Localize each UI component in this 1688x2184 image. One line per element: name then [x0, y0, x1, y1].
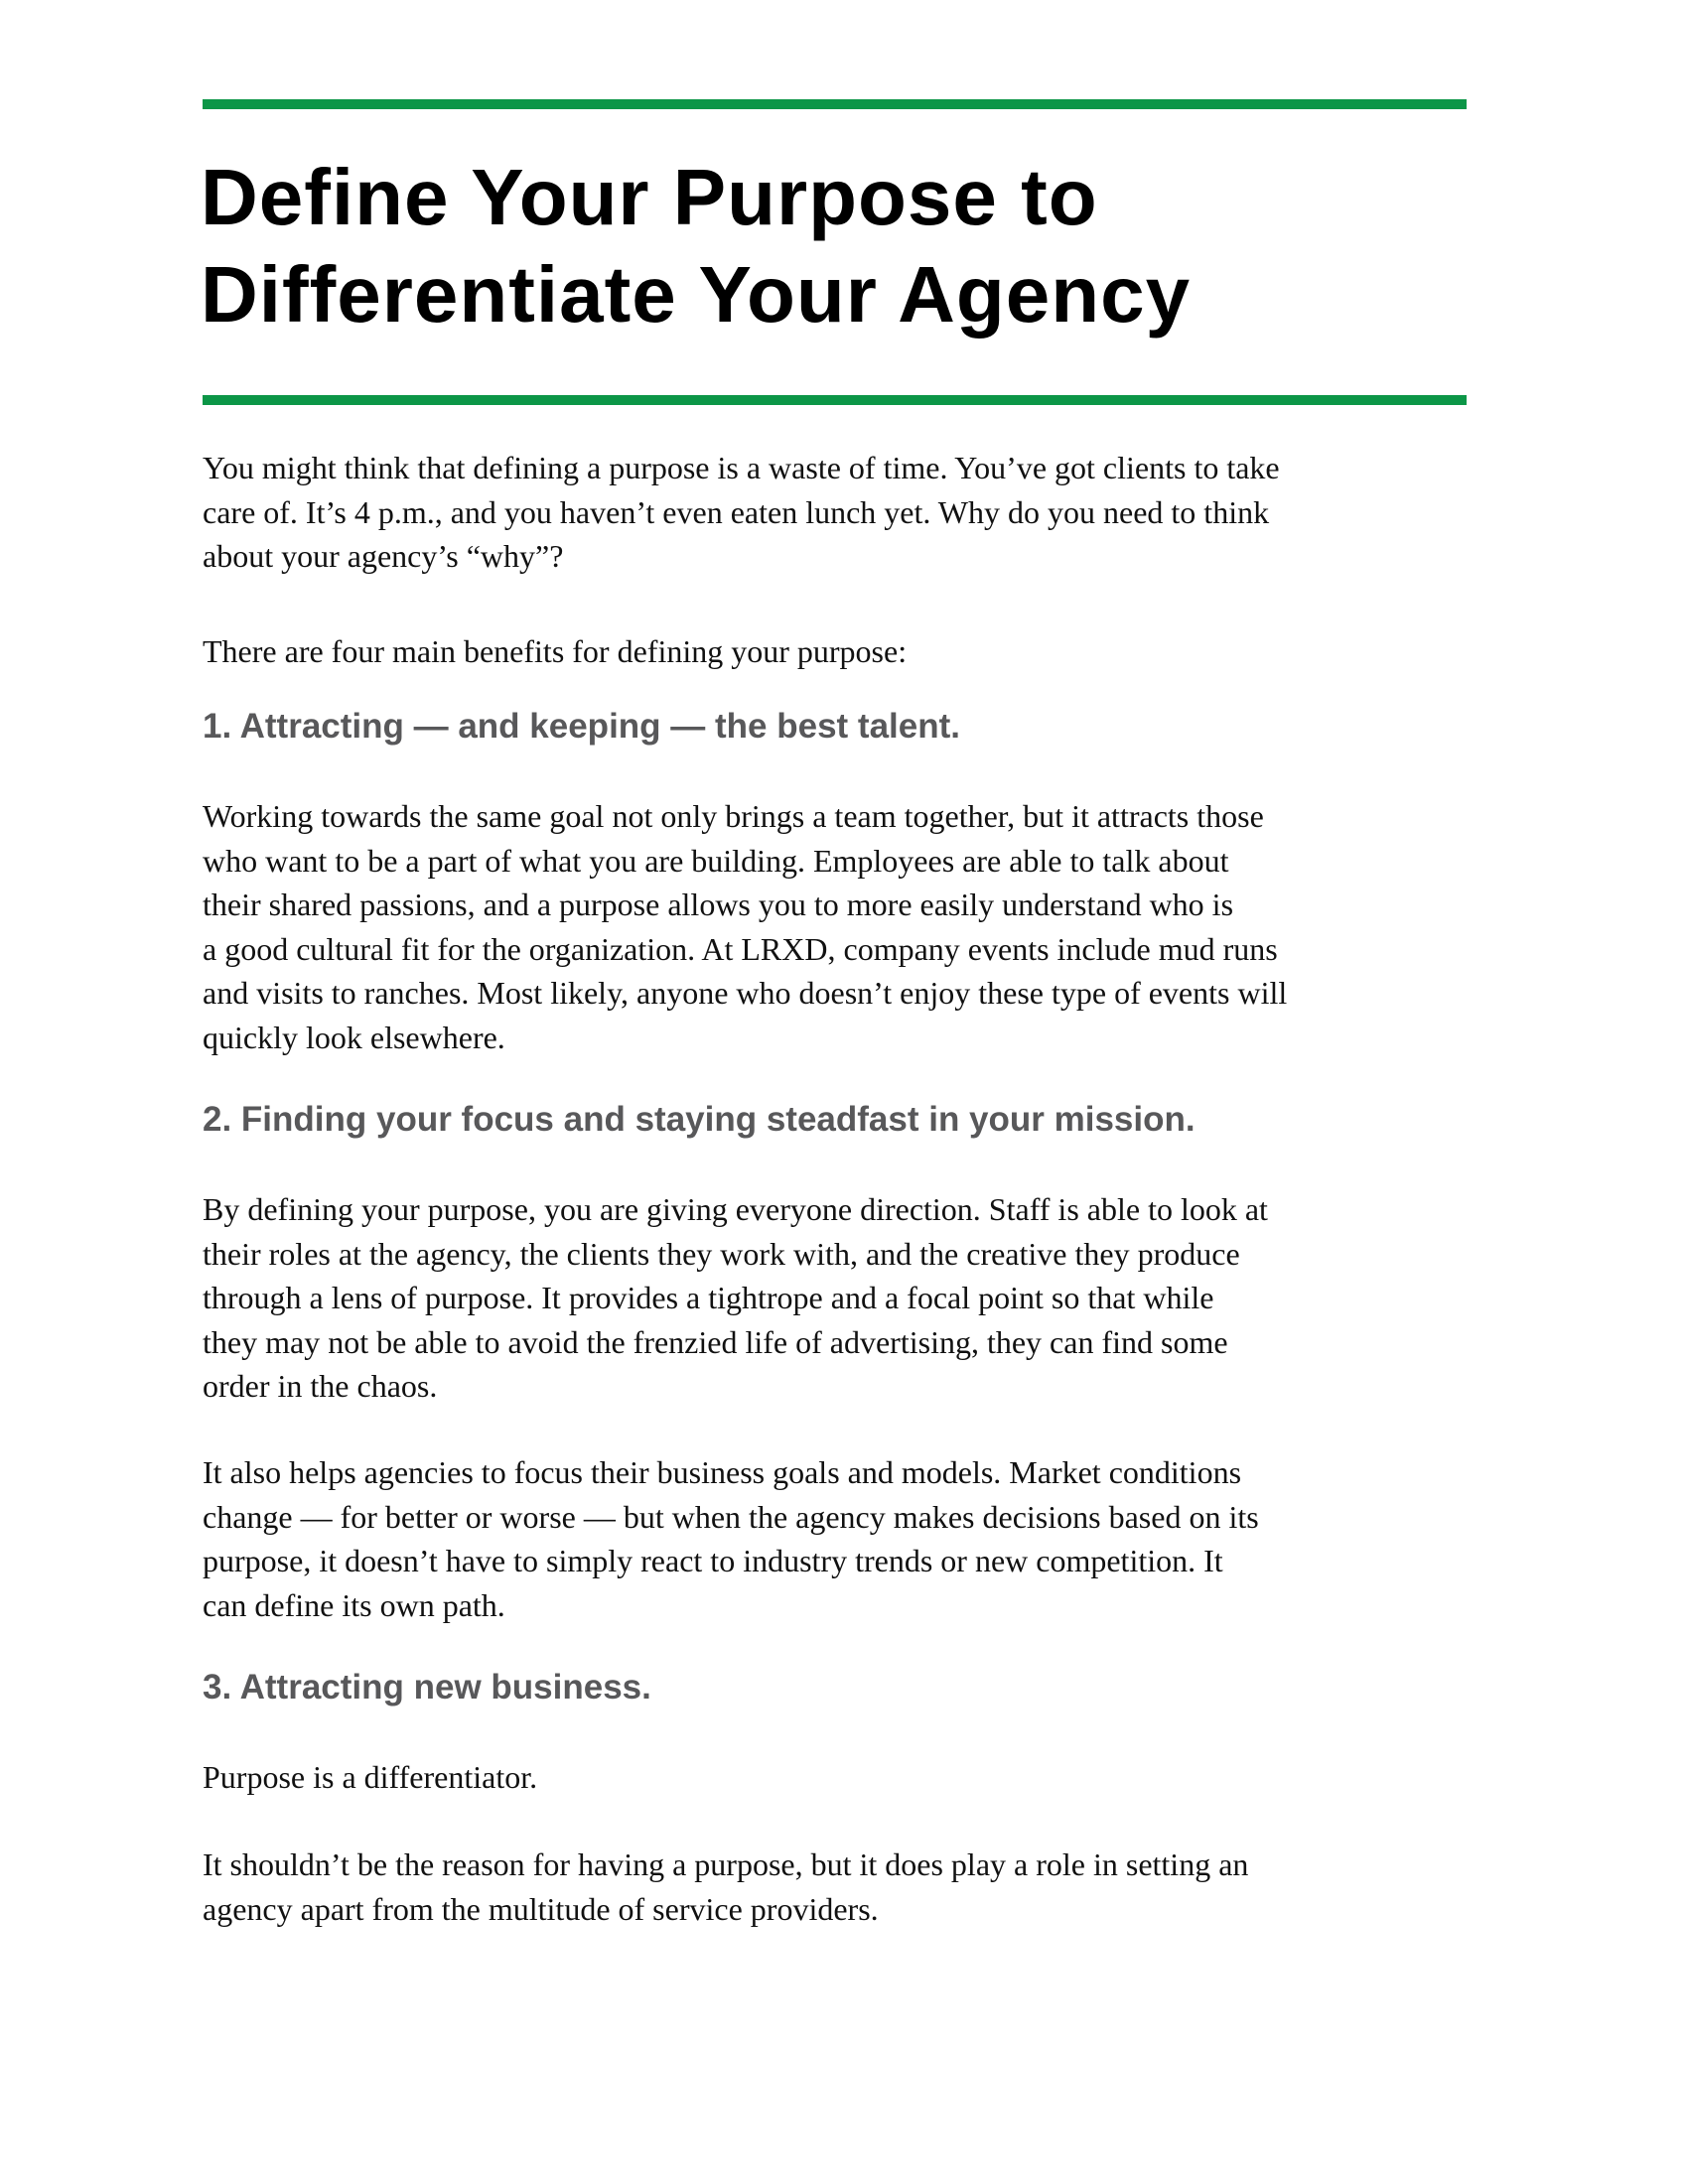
text-line: It shouldn’t be the reason for having a purpose, but it does play a role in setting an — [203, 1846, 1249, 1882]
section-heading-2: 2. Finding your focus and staying steadfast in your mission. — [203, 1100, 1196, 1139]
text-line: change — for better or worse — but when the agency makes decisions based on its — [203, 1498, 1259, 1535]
section-3-paragraph-1 — [203, 1755, 1483, 1800]
section-3-paragraph-2 — [203, 1843, 1483, 1931]
text-line: agency apart from the multitude of service providers. — [203, 1890, 879, 1927]
text-line: their shared passions, and a purpose allows you to more easily understand who is — [203, 887, 1234, 922]
text-line: their roles at the agency, the clients they work with, and the creative they produce — [203, 1235, 1240, 1272]
top-green-rule — [203, 99, 1467, 109]
section-heading-1: 1. Attracting — and keeping — the best talent. — [203, 707, 960, 746]
text-line: You might think that defining a purpose is a waste of time. You’ve got clients to take — [203, 450, 1280, 485]
text-line: It also helps agencies to focus their business goals and models. Market conditions — [203, 1454, 1242, 1490]
section-heading-3: 3. Attracting new business. — [203, 1668, 651, 1706]
text-line: quickly look elsewhere. — [203, 1019, 505, 1055]
title-line: Differentiate Your Agency — [201, 250, 1192, 339]
text-line: who want to be a part of what you are building. Employees are able to talk about — [203, 842, 1229, 879]
text-line: There are four main benefits for defining your purpose: — [203, 633, 908, 669]
bottom-green-rule — [203, 395, 1467, 405]
text-line: about your agency’s “why”? — [203, 538, 564, 574]
text-line: Purpose is a differentiator. — [203, 1759, 538, 1795]
section-1-paragraph — [203, 794, 1483, 1059]
text-line: purpose, it doesn’t have to simply react to industry trends or new competition. It — [203, 1543, 1223, 1578]
text-line: and visits to ranches. Most likely, anyone who doesn’t enjoy these type of events will — [203, 975, 1288, 1011]
intro-paragraph — [203, 446, 1483, 579]
title-line: Define Your Purpose to — [201, 153, 1098, 241]
page-title — [201, 149, 1191, 343]
section-2-paragraph-2 — [203, 1450, 1483, 1627]
text-line: order in the chaos. — [203, 1368, 438, 1404]
text-line: Working towards the same goal not only brings a team together, but it attracts those — [203, 798, 1264, 834]
text-line: a good cultural fit for the organization. At LRXD, company events include mud runs — [203, 930, 1278, 967]
text-line: By defining your purpose, you are giving everyone direction. Staff is able to look at — [203, 1191, 1268, 1227]
text-line: they may not be able to avoid the frenzied life of advertising, they can find some — [203, 1323, 1228, 1360]
text-line: through a lens of purpose. It provides a tightrope and a focal point so that while — [203, 1280, 1214, 1315]
benefits-intro — [203, 629, 1483, 674]
section-2-paragraph-1 — [203, 1187, 1483, 1409]
text-line: care of. It’s 4 p.m., and you haven’t even eaten lunch yet. Why do you need to think — [203, 493, 1270, 530]
text-line: can define its own path. — [203, 1586, 505, 1623]
